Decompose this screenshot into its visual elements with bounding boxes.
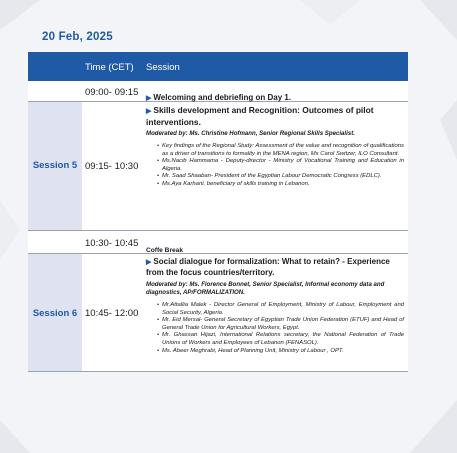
table-row bbox=[28, 102, 408, 231]
list-item: • Mr. Ghassan Hijazi, International Relations secretary, the National Federation of Trade Unions of Workers and Employees of Lebanon (FENASOL). bbox=[158, 332, 404, 347]
session-title-line-2: interventions. bbox=[146, 117, 201, 127]
session-title-line-1: Skills development and Recognition: Outcomes of pilot bbox=[153, 105, 374, 115]
session-label: Session 6 bbox=[32, 308, 78, 319]
play-triangle-icon: ▶ bbox=[146, 95, 152, 102]
agenda-date: 20 Feb, 2025 bbox=[42, 31, 113, 43]
list-item: • Ms.Nacib Hammama - Deputy-director - Ministry of Vocational Training and Education in Algeria. bbox=[158, 158, 404, 173]
list-item: • Mr.Attallia Malek - Director General of Employment, Ministry of Labour, Employment and Social Security, Algeria. bbox=[158, 302, 404, 317]
session-label: Session 5 bbox=[32, 160, 78, 171]
session-title-line-1: Social dialogue for formalization: What to retain? - Experience bbox=[153, 257, 390, 266]
play-triangle-icon: ▶ bbox=[146, 108, 152, 115]
list-item: • Mr. Saad Shaaban- President of the Egyptian Labour Democratic Congress (EDLC). bbox=[158, 173, 404, 181]
list-item: • Ms.Aya Karhani, beneficiary of skills training in Lebanon. bbox=[158, 181, 404, 189]
moderator: Moderated by: Ms. Florence Bonnet, Senior Specialist, Informal economy data and diagnostics, AP/FORMALIZATION. bbox=[146, 281, 385, 296]
moderator: Moderated by: Ms. Christine Hofmann, Senior Regional Skills Specialist. bbox=[146, 130, 355, 137]
table-header bbox=[28, 52, 408, 81]
row-time: 09:15- 10:30 bbox=[85, 161, 139, 172]
row-time: 09:00- 09:15 bbox=[85, 87, 139, 98]
header-session: Session bbox=[146, 62, 180, 73]
session-title-line-2: from the focus countries/territory. bbox=[146, 268, 275, 277]
row-session bbox=[146, 105, 404, 189]
header-time: Time (CET) bbox=[85, 62, 134, 73]
session-id-cell bbox=[28, 254, 82, 371]
list-item: • Mr. Eid Mersal- General Secretary of Egyptian Trade Union Federation (ETUF) and Head of General Trade Union for Agricultural Workers, Egypt. bbox=[158, 317, 404, 332]
session-title: Welcoming and debriefing on Day 1. bbox=[153, 93, 292, 102]
row-session bbox=[146, 257, 404, 355]
play-triangle-icon: ▶ bbox=[146, 259, 152, 266]
session-id-cell bbox=[28, 102, 82, 230]
agenda-table bbox=[28, 52, 408, 372]
speaker-list bbox=[146, 302, 404, 355]
list-item: • Key findings of the Regional Study: Assessment of the value and recognition of qualifications as a driver of transitions to formality in the MENA region, Ms Carol Switzer, ILO Consultant. bbox=[158, 143, 404, 158]
row-time: 10:30- 10:45 bbox=[85, 238, 139, 249]
table-row bbox=[28, 254, 408, 372]
table-row bbox=[28, 231, 408, 254]
list-item: • Ms. Abeer Meghrabi, Head of Planning Unit, Ministry of Labour , OPT. bbox=[158, 348, 404, 356]
row-time: 10:45- 12:00 bbox=[85, 308, 139, 319]
table-row bbox=[28, 81, 408, 102]
speaker-list bbox=[146, 143, 404, 189]
coffee-break-label: Coffe Break bbox=[146, 247, 184, 254]
